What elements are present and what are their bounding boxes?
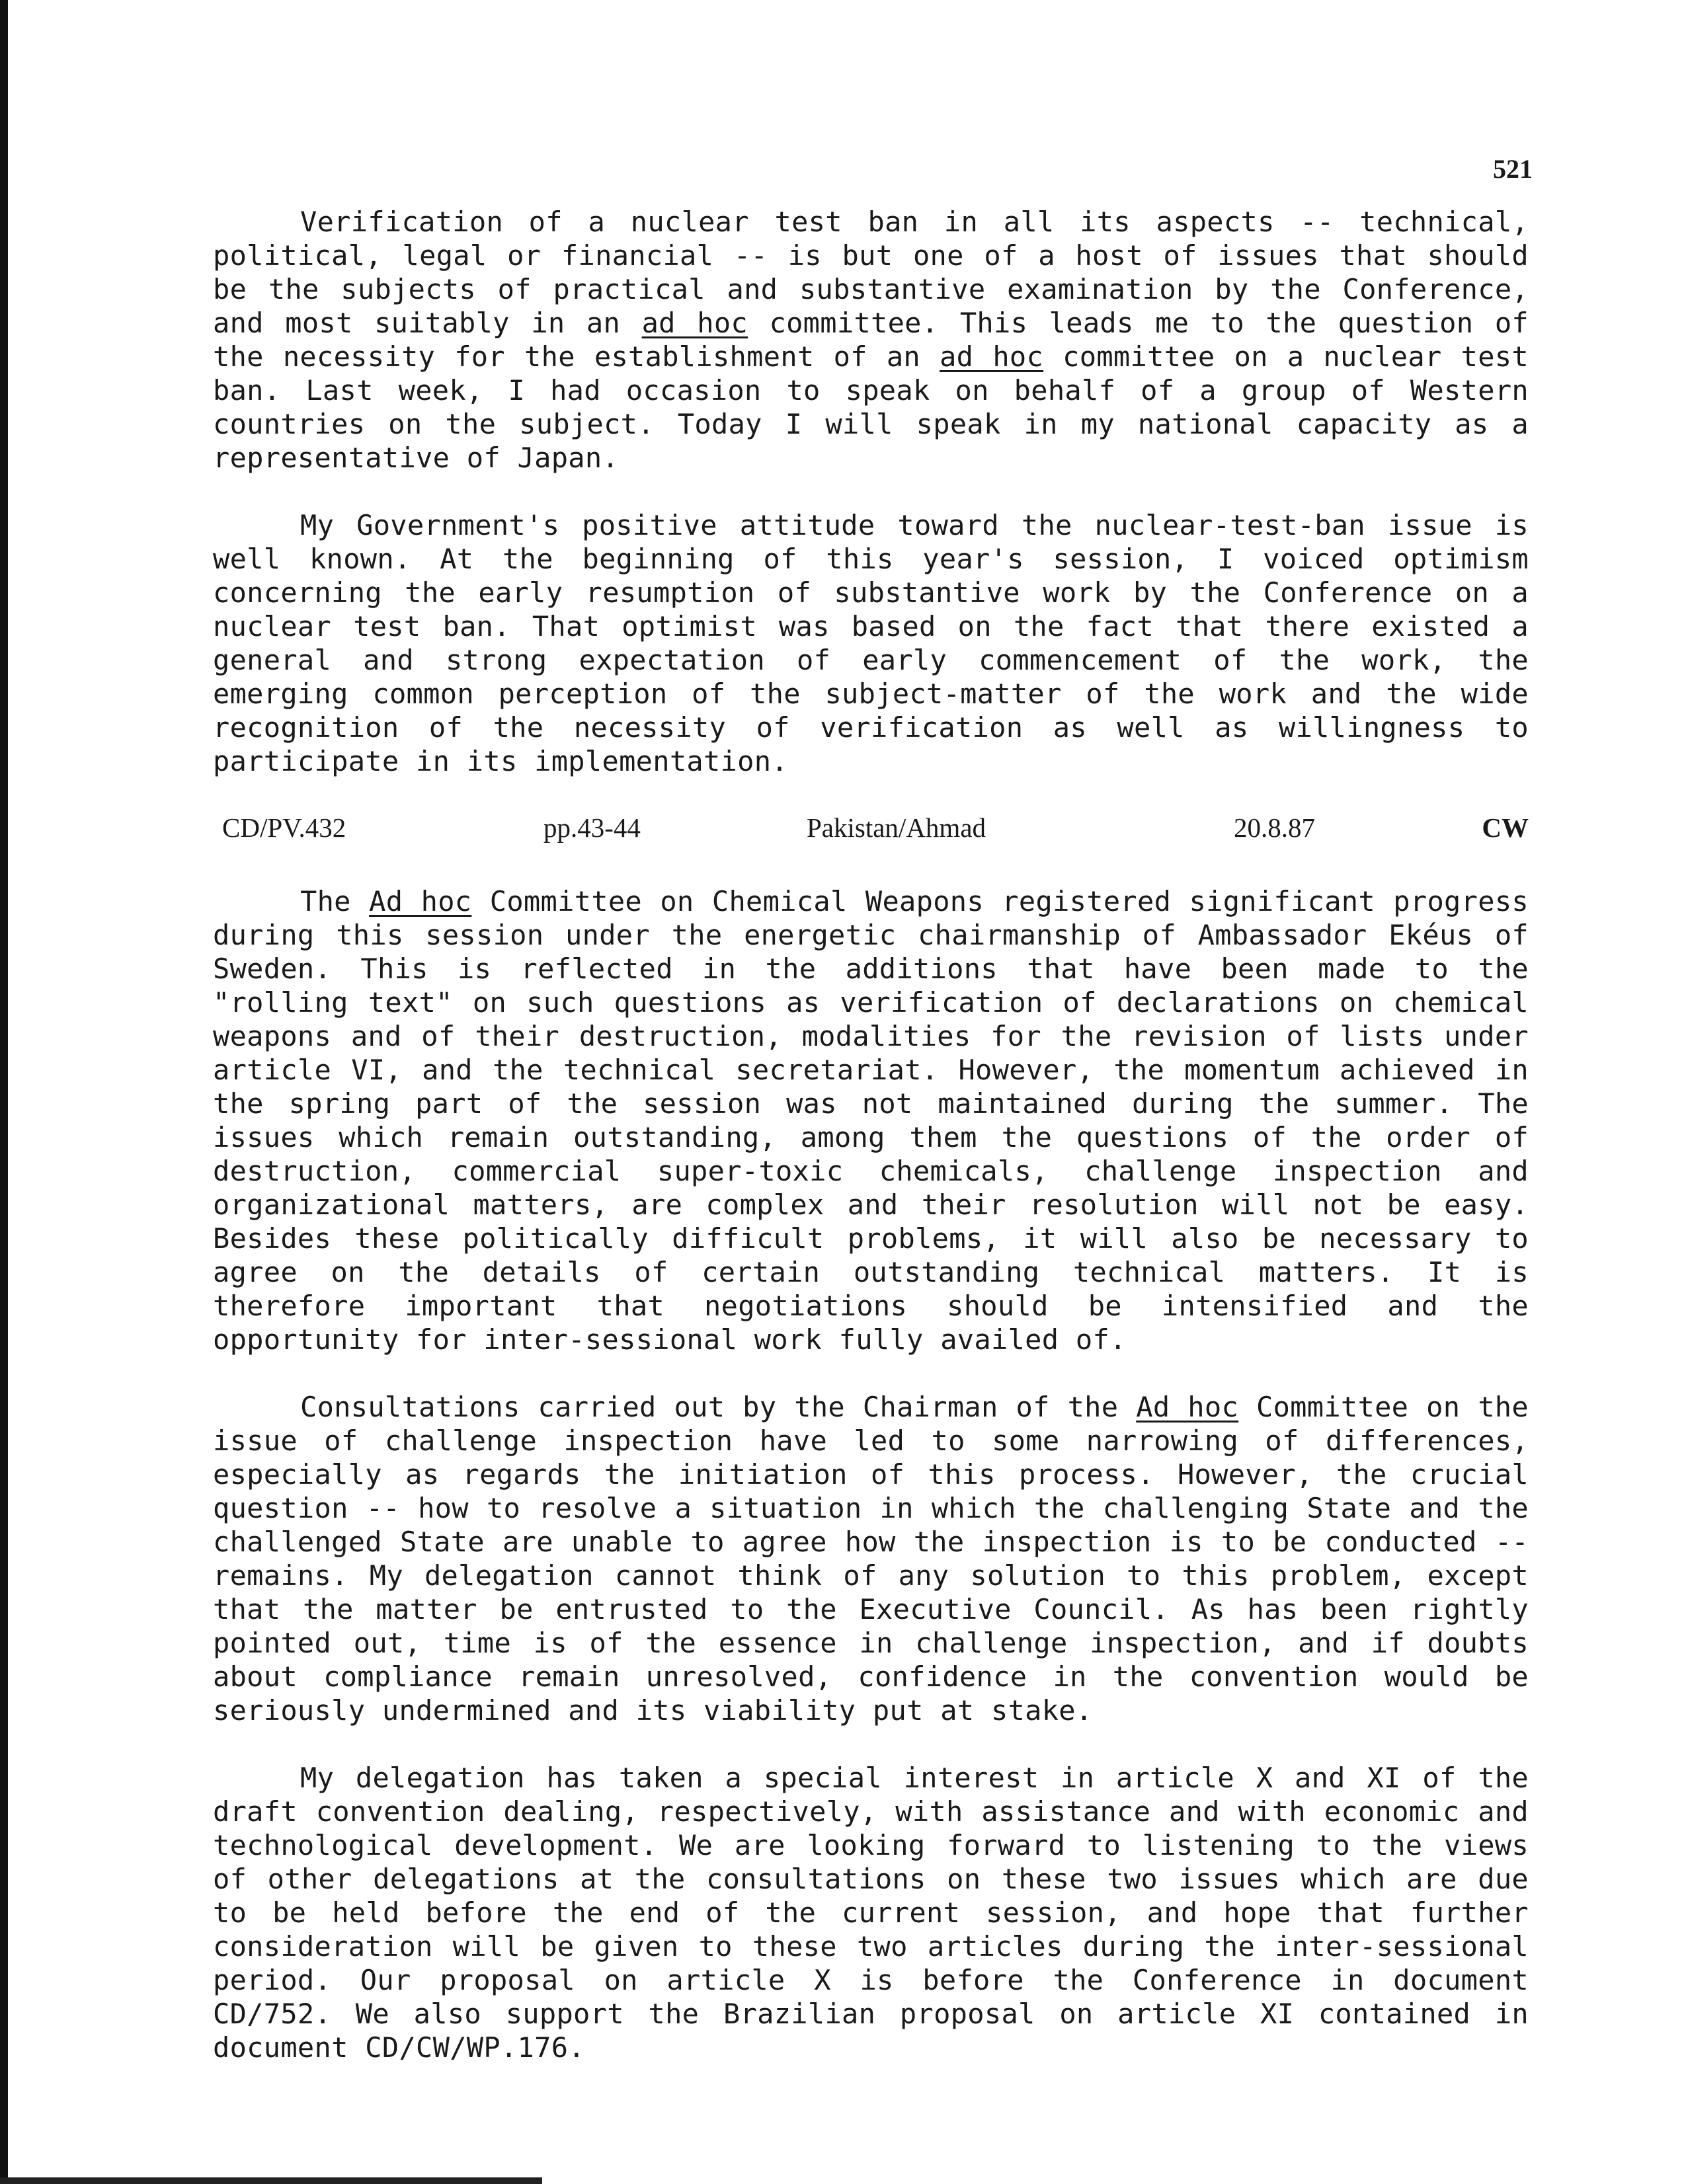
record-speaker: Pakistan/Ahmad <box>807 812 986 843</box>
ad-hoc-term: Ad hoc <box>1136 1391 1239 1423</box>
document-body <box>213 205 1529 2098</box>
paragraph-text: Committee on Chemical Weapons registered significant progress during this session under the energetic chairmanship of Ambassador Ekéus of Sweden. This is reflected in the additions that have been made to the "rolling text" on such questions as verification of declarations on chemical weapons and of their destruction, modalities for the revision of lists under article VI, and the technical secretariat. However, the momentum achieved in the spring part of the session was not maintained during the summer. The issues which remain outstanding, among them the questions of the order of destruction, commercial super-toxic chemicals, challenge inspection and organizational matters, are complex and their resolution will not be easy. Besides these politically difficult problems, it will also be necessary to agree on the details of certain outstanding technical matters. It is therefore important that negotiations should be intensified and the opportunity for inter-sessional work fully availed of. <box>213 885 1529 1356</box>
paragraph-chemical-weapons-progress <box>213 884 1529 1356</box>
paragraph-text: Committee on the issue of challenge inspection have led to some narrowing of differences, especially as regards the initiation of this process. However, the crucial question -- how to resolve a situation in which the challenging State and the challenged State are unable to agree how the inspection is to be conducted -- remains. My delegation cannot think of any solution to this problem, except that the matter be entrusted to the Executive Council. As has been rightly pointed out, time is of the essence in challenge inspection, and if doubts about compliance remain unresolved, confidence in the convention would be seriously undermined and its viability put at stake. <box>213 1391 1529 1727</box>
record-pages: pp.43-44 <box>543 812 641 843</box>
record-topic: CW <box>1482 812 1529 843</box>
scan-bottom-edge <box>0 2177 542 2184</box>
paragraph-text: Consultations carried out by the Chairman of the <box>300 1391 1137 1423</box>
record-header <box>213 812 1529 866</box>
record-date: 20.8.87 <box>1234 812 1315 843</box>
paragraph-text: The <box>300 885 370 917</box>
paragraph-text: committee. This leads me to the question of the necessity for the establishment of an <box>213 307 1529 373</box>
paragraph-text: committee on a nuclear test ban. Last week, I had occasion to speak on behalf of a group of Western countries on the subject. Today I will speak in my national capacity as a representative of Japan. <box>213 340 1529 474</box>
ad-hoc-term: ad hoc <box>641 307 748 339</box>
ad-hoc-term: Ad hoc <box>369 885 472 917</box>
ad-hoc-term: ad hoc <box>940 340 1044 373</box>
paragraph-verification <box>213 205 1529 475</box>
paragraph-government-attitude: My Government's positive attitude toward the nuclear-test-ban issue is well known. At the beginning of this year's session, I voiced optimism concerning the early resumption of substantive work by the Conference on a nuclear test ban. That optimist was based on the fact that there existed a general and strong expectation of early commencement of the work, the emerging common perception of the subject-matter of the work and the wide recognition of the necessity of verification as well as willingness to participate in its implementation. <box>213 509 1529 777</box>
paragraph-text: Verification of a nuclear test ban in all its aspects -- technical, political, legal or financial -- is but one of a host of issues that should be the subjects of practical and substantive examination by the Conference, and most suitably in an <box>213 206 1529 339</box>
paragraph-articles-x-xi: My delegation has taken a special interest in article X and XI of the draft convention dealing, respectively, with assistance and with economic and technological development. We are looking forward to listening to the views of other delegations at the consultations on these two issues which are due to be held before the end of the current session, and hope that further consideration will be given to these two articles during the inter-sessional period. Our proposal on article X is before the Conference in document CD/752. We also support the Brazilian proposal on article XI contained in document CD/CW/WP.176. <box>213 1762 1529 2064</box>
page-number: 521 <box>1493 154 1533 184</box>
paragraph-challenge-inspection <box>213 1390 1529 1727</box>
scan-left-edge <box>0 0 8 2184</box>
record-document-id: CD/PV.432 <box>222 812 346 843</box>
